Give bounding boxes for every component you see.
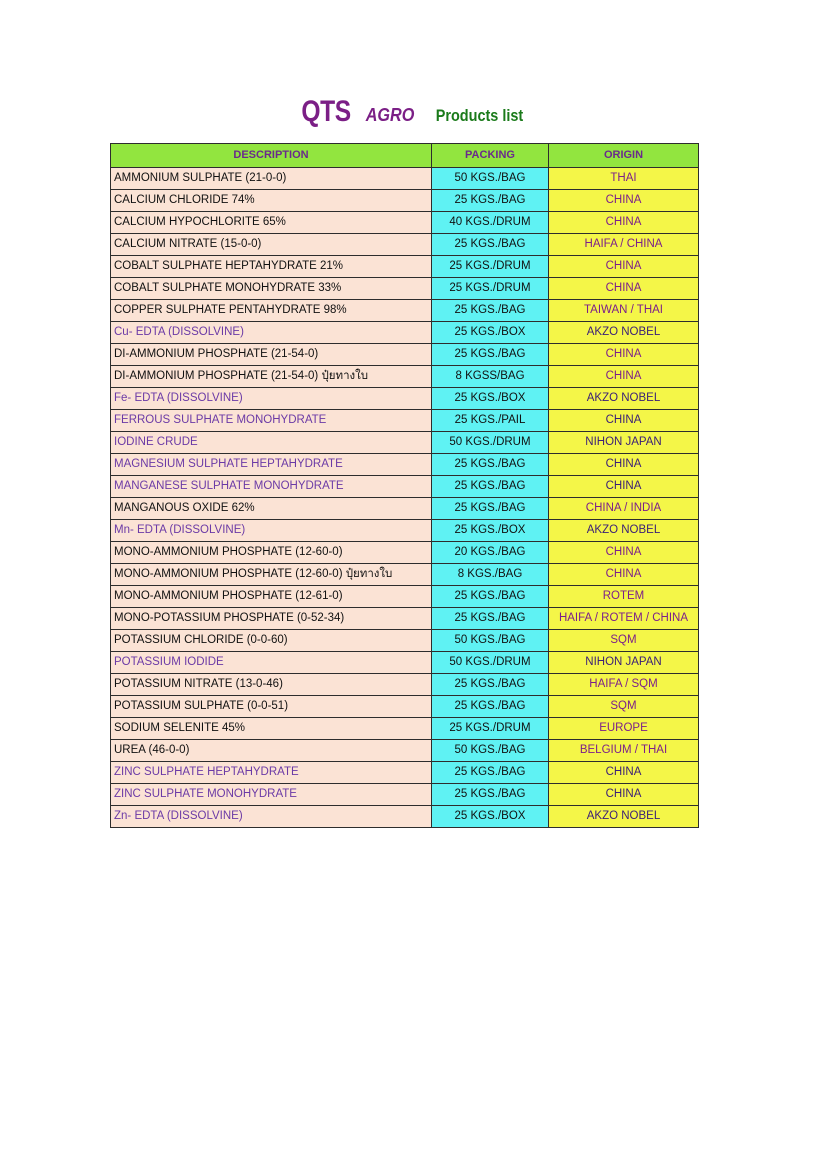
title-brand: QTS (301, 95, 352, 128)
table-row (111, 300, 699, 322)
table-row (111, 740, 699, 762)
cell-origin: CHINA (549, 542, 699, 564)
table-row (111, 784, 699, 806)
cell-origin: HAIFA / ROTEM / CHINA (549, 608, 699, 630)
cell-packing: 25 KGS./BAG (432, 476, 549, 498)
cell-packing: 25 KGS./BAG (432, 498, 549, 520)
cell-description: Zn- EDTA (DISSOLVINE) (111, 806, 432, 828)
table-row (111, 234, 699, 256)
table-row (111, 696, 699, 718)
table-row (111, 762, 699, 784)
cell-description: MONO-AMMONIUM PHOSPHATE (12-60-0) ปุ๋ยทางใบ (111, 564, 432, 586)
cell-packing: 25 KGS./BAG (432, 696, 549, 718)
cell-description: DI-AMMONIUM PHOSPHATE (21-54-0) ปุ๋ยทางใบ (111, 366, 432, 388)
cell-packing: 25 KGS./DRUM (432, 278, 549, 300)
cell-description: Mn- EDTA (DISSOLVINE) (111, 520, 432, 542)
cell-description: CALCIUM CHLORIDE 74% (111, 190, 432, 212)
cell-description: MONO-AMMONIUM PHOSPHATE (12-61-0) (111, 586, 432, 608)
cell-origin: CHINA (549, 454, 699, 476)
cell-origin: CHINA (549, 410, 699, 432)
cell-origin: THAI (549, 168, 699, 190)
cell-origin: CHINA (549, 278, 699, 300)
cell-packing: 40 KGS./DRUM (432, 212, 549, 234)
cell-description: AMMONIUM SULPHATE (21-0-0) (111, 168, 432, 190)
cell-packing: 25 KGS./DRUM (432, 256, 549, 278)
cell-packing: 25 KGS./BAG (432, 586, 549, 608)
cell-origin: SQM (549, 696, 699, 718)
table-row (111, 806, 699, 828)
cell-description: POTASSIUM NITRATE (13-0-46) (111, 674, 432, 696)
cell-description: Cu- EDTA (DISSOLVINE) (111, 322, 432, 344)
cell-packing: 8 KGSS/BAG (432, 366, 549, 388)
cell-origin: CHINA (549, 256, 699, 278)
table-row (111, 674, 699, 696)
cell-description: CALCIUM NITRATE (15-0-0) (111, 234, 432, 256)
cell-packing: 25 KGS./BAG (432, 784, 549, 806)
cell-description: ZINC SULPHATE MONOHYDRATE (111, 784, 432, 806)
table-row (111, 322, 699, 344)
table-row (111, 278, 699, 300)
cell-packing: 25 KGS./BAG (432, 190, 549, 212)
table-row (111, 608, 699, 630)
cell-origin: CHINA (549, 784, 699, 806)
cell-description: MONO-AMMONIUM PHOSPHATE (12-60-0) (111, 542, 432, 564)
table-row (111, 498, 699, 520)
cell-description: POTASSIUM CHLORIDE (0-0-60) (111, 630, 432, 652)
table-row (111, 366, 699, 388)
cell-description: UREA (46-0-0) (111, 740, 432, 762)
cell-description: MAGNESIUM SULPHATE HEPTAHYDRATE (111, 454, 432, 476)
table-row (111, 564, 699, 586)
cell-packing: 25 KGS./BOX (432, 806, 549, 828)
cell-origin: HAIFA / CHINA (549, 234, 699, 256)
table-row (111, 718, 699, 740)
cell-description: IODINE CRUDE (111, 432, 432, 454)
cell-description: COBALT SULPHATE MONOHYDRATE 33% (111, 278, 432, 300)
cell-origin: CHINA (549, 476, 699, 498)
cell-origin: ROTEM (549, 586, 699, 608)
cell-origin: CHINA (549, 564, 699, 586)
cell-origin: AKZO NOBEL (549, 520, 699, 542)
cell-packing: 25 KGS./BOX (432, 322, 549, 344)
table-row (111, 388, 699, 410)
column-header-description: DESCRIPTION (111, 144, 432, 168)
products-table (110, 143, 699, 828)
cell-packing: 25 KGS./BAG (432, 674, 549, 696)
cell-description: Fe- EDTA (DISSOLVINE) (111, 388, 432, 410)
column-header-origin: ORIGIN (549, 144, 699, 168)
cell-origin: CHINA (549, 190, 699, 212)
cell-description: DI-AMMONIUM PHOSPHATE (21-54-0) (111, 344, 432, 366)
cell-description: POTASSIUM IODIDE (111, 652, 432, 674)
cell-packing: 50 KGS./DRUM (432, 652, 549, 674)
cell-description: MONO-POTASSIUM PHOSPHATE (0-52-34) (111, 608, 432, 630)
table-row (111, 454, 699, 476)
cell-origin: AKZO NOBEL (549, 322, 699, 344)
cell-origin: CHINA / INDIA (549, 498, 699, 520)
cell-description: CALCIUM HYPOCHLORITE 65% (111, 212, 432, 234)
cell-description: SODIUM SELENITE 45% (111, 718, 432, 740)
table-row (111, 520, 699, 542)
cell-description: MANGANOUS OXIDE 62% (111, 498, 432, 520)
cell-description: POTASSIUM SULPHATE (0-0-51) (111, 696, 432, 718)
cell-packing: 25 KGS./BAG (432, 762, 549, 784)
cell-packing: 25 KGS./BAG (432, 234, 549, 256)
cell-packing: 50 KGS./DRUM (432, 432, 549, 454)
cell-packing: 8 KGS./BAG (432, 564, 549, 586)
cell-origin: BELGIUM / THAI (549, 740, 699, 762)
cell-origin: AKZO NOBEL (549, 806, 699, 828)
cell-origin: HAIFA / SQM (549, 674, 699, 696)
cell-origin: NIHON JAPAN (549, 432, 699, 454)
table-row (111, 212, 699, 234)
cell-packing: 50 KGS./BAG (432, 168, 549, 190)
cell-packing: 25 KGS./BAG (432, 608, 549, 630)
table-row (111, 410, 699, 432)
cell-packing: 20 KGS./BAG (432, 542, 549, 564)
cell-packing: 25 KGS./BOX (432, 520, 549, 542)
cell-packing: 25 KGS./BAG (432, 300, 549, 322)
table-row (111, 542, 699, 564)
cell-origin: TAIWAN / THAI (549, 300, 699, 322)
table-row (111, 344, 699, 366)
column-header-packing: PACKING (432, 144, 549, 168)
table-row (111, 168, 699, 190)
cell-origin: AKZO NOBEL (549, 388, 699, 410)
cell-packing: 50 KGS./BAG (432, 740, 549, 762)
cell-origin: CHINA (549, 344, 699, 366)
cell-description: MANGANESE SULPHATE MONOHYDRATE (111, 476, 432, 498)
page-title (0, 92, 827, 137)
cell-origin: CHINA (549, 366, 699, 388)
cell-description: COBALT SULPHATE HEPTAHYDRATE 21% (111, 256, 432, 278)
table-header-row (111, 144, 699, 168)
cell-packing: 50 KGS./BAG (432, 630, 549, 652)
cell-origin: NIHON JAPAN (549, 652, 699, 674)
cell-origin: EUROPE (549, 718, 699, 740)
cell-packing: 25 KGS./DRUM (432, 718, 549, 740)
cell-packing: 25 KGS./BAG (432, 454, 549, 476)
cell-description: FERROUS SULPHATE MONOHYDRATE (111, 410, 432, 432)
cell-description: ZINC SULPHATE HEPTAHYDRATE (111, 762, 432, 784)
table-row (111, 190, 699, 212)
title-products-list: Products list (435, 106, 523, 125)
cell-packing: 25 KGS./BAG (432, 344, 549, 366)
cell-origin: CHINA (549, 762, 699, 784)
cell-description: COPPER SULPHATE PENTAHYDRATE 98% (111, 300, 432, 322)
table-row (111, 586, 699, 608)
cell-packing: 25 KGS./PAIL (432, 410, 549, 432)
cell-origin: CHINA (549, 212, 699, 234)
table-row (111, 476, 699, 498)
table-row (111, 630, 699, 652)
table-row (111, 652, 699, 674)
title-brand-sub: AGRO (365, 105, 415, 125)
table-row (111, 432, 699, 454)
table-row (111, 256, 699, 278)
table-body (111, 168, 699, 828)
cell-origin: SQM (549, 630, 699, 652)
cell-packing: 25 KGS./BOX (432, 388, 549, 410)
